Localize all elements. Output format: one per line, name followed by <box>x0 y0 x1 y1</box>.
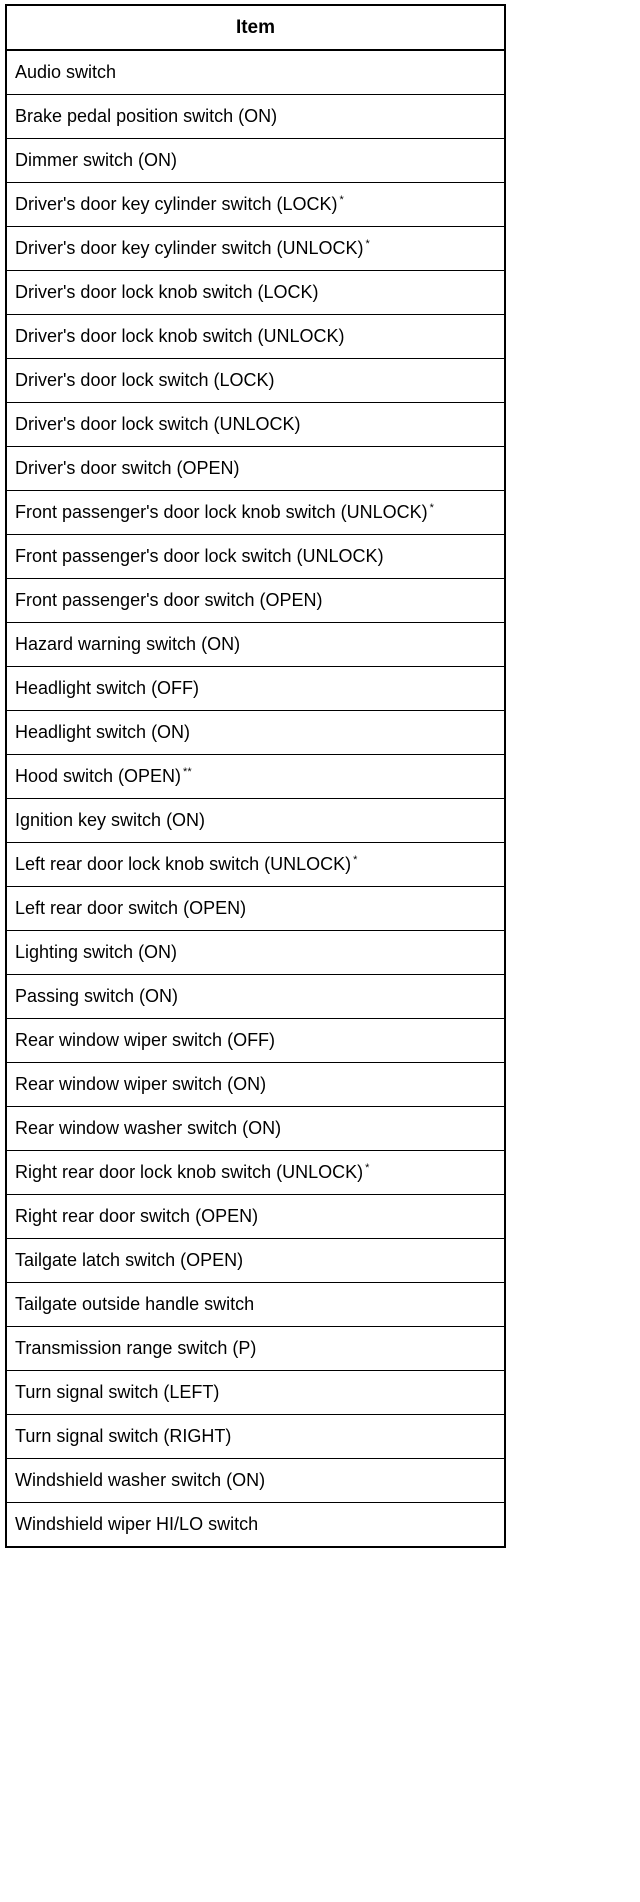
item-cell <box>6 1415 505 1459</box>
item-label: Driver's door lock switch (LOCK) <box>15 370 275 390</box>
footnote-mark: * <box>365 1162 370 1174</box>
footnote-mark: * <box>353 854 358 866</box>
table-row <box>6 139 505 183</box>
table-row <box>6 1283 505 1327</box>
item-label: Right rear door switch (OPEN) <box>15 1206 259 1226</box>
item-cell <box>6 315 505 359</box>
table-body <box>6 50 505 1547</box>
item-label: Passing switch (ON) <box>15 986 179 1006</box>
item-label: Windshield wiper HI/LO switch <box>15 1514 259 1534</box>
item-label: Left rear door switch (OPEN) <box>15 898 247 918</box>
footnote-mark: * <box>339 194 344 206</box>
item-label: Driver's door switch (OPEN) <box>15 458 240 478</box>
table-row <box>6 711 505 755</box>
footnote-mark: ** <box>183 766 192 778</box>
item-cell <box>6 755 505 799</box>
table-row <box>6 1239 505 1283</box>
item-cell <box>6 1459 505 1503</box>
table-row <box>6 887 505 931</box>
table-header-row <box>6 5 505 50</box>
table-row <box>6 1151 505 1195</box>
table-row <box>6 1459 505 1503</box>
item-cell <box>6 1151 505 1195</box>
table-row <box>6 183 505 227</box>
item-cell <box>6 1063 505 1107</box>
item-label: Tailgate latch switch (OPEN) <box>15 1250 244 1270</box>
table-row <box>6 359 505 403</box>
table-row <box>6 1415 505 1459</box>
item-cell <box>6 887 505 931</box>
item-cell <box>6 1371 505 1415</box>
table-row <box>6 1063 505 1107</box>
item-label: Lighting switch (ON) <box>15 942 178 962</box>
table-row <box>6 271 505 315</box>
item-cell <box>6 931 505 975</box>
item-label: Transmission range switch (P) <box>15 1338 257 1358</box>
item-cell <box>6 799 505 843</box>
footnote-mark: * <box>429 502 434 514</box>
item-label: Brake pedal position switch (ON) <box>15 106 278 126</box>
item-cell <box>6 843 505 887</box>
item-cell <box>6 1107 505 1151</box>
item-label: Headlight switch (ON) <box>15 722 191 742</box>
item-label: Rear window wiper switch (ON) <box>15 1074 267 1094</box>
table-row <box>6 755 505 799</box>
item-label: Audio switch <box>15 62 117 82</box>
item-label: Hood switch (OPEN) <box>15 766 182 786</box>
item-cell <box>6 359 505 403</box>
item-cell <box>6 491 505 535</box>
table-row <box>6 50 505 95</box>
item-cell <box>6 1195 505 1239</box>
item-cell <box>6 1503 505 1548</box>
table-row <box>6 931 505 975</box>
table-row <box>6 227 505 271</box>
item-cell <box>6 1327 505 1371</box>
table-row <box>6 491 505 535</box>
item-cell <box>6 1019 505 1063</box>
item-cell <box>6 139 505 183</box>
item-label: Driver's door lock knob switch (UNLOCK) <box>15 326 345 346</box>
item-cell <box>6 227 505 271</box>
item-cell <box>6 1239 505 1283</box>
item-label: Driver's door key cylinder switch (LOCK) <box>15 194 338 214</box>
switch-item-table <box>5 4 506 1548</box>
item-label: Hazard warning switch (ON) <box>15 634 241 654</box>
item-label: Tailgate outside handle switch <box>15 1294 255 1314</box>
item-label: Front passenger's door lock knob switch (UNLOCK) <box>15 502 428 522</box>
item-label: Front passenger's door switch (OPEN) <box>15 590 323 610</box>
item-cell <box>6 271 505 315</box>
table-row <box>6 1503 505 1548</box>
table-row <box>6 579 505 623</box>
item-label: Dimmer switch (ON) <box>15 150 177 170</box>
table-row <box>6 843 505 887</box>
item-cell <box>6 623 505 667</box>
item-label: Driver's door lock switch (UNLOCK) <box>15 414 301 434</box>
table-row <box>6 1195 505 1239</box>
item-cell <box>6 1283 505 1327</box>
table-row <box>6 667 505 711</box>
table-row <box>6 95 505 139</box>
item-cell <box>6 711 505 755</box>
item-label: Right rear door lock knob switch (UNLOCK) <box>15 1162 364 1182</box>
item-label: Windshield washer switch (ON) <box>15 1470 266 1490</box>
item-label: Driver's door lock knob switch (LOCK) <box>15 282 319 302</box>
table-row <box>6 447 505 491</box>
footnote-mark: * <box>365 238 370 250</box>
item-label: Rear window washer switch (ON) <box>15 1118 282 1138</box>
item-label: Headlight switch (OFF) <box>15 678 200 698</box>
table-row <box>6 799 505 843</box>
table-row <box>6 1107 505 1151</box>
item-cell <box>6 183 505 227</box>
item-label: Ignition key switch (ON) <box>15 810 206 830</box>
item-label: Driver's door key cylinder switch (UNLOCK) <box>15 238 364 258</box>
item-cell <box>6 667 505 711</box>
item-cell <box>6 975 505 1019</box>
item-cell <box>6 403 505 447</box>
item-cell <box>6 95 505 139</box>
item-cell <box>6 535 505 579</box>
item-cell <box>6 579 505 623</box>
item-cell <box>6 447 505 491</box>
table-row <box>6 403 505 447</box>
table-row <box>6 535 505 579</box>
table-row <box>6 1327 505 1371</box>
table-row <box>6 315 505 359</box>
item-label: Turn signal switch (LEFT) <box>15 1382 220 1402</box>
item-label: Turn signal switch (RIGHT) <box>15 1426 232 1446</box>
item-label: Left rear door lock knob switch (UNLOCK) <box>15 854 352 874</box>
column-header-item: Item <box>6 5 505 50</box>
item-label: Rear window wiper switch (OFF) <box>15 1030 276 1050</box>
table-row <box>6 1019 505 1063</box>
table-row <box>6 1371 505 1415</box>
table-row <box>6 975 505 1019</box>
item-label: Front passenger's door lock switch (UNLOCK) <box>15 546 384 566</box>
table-row <box>6 623 505 667</box>
item-cell <box>6 50 505 95</box>
